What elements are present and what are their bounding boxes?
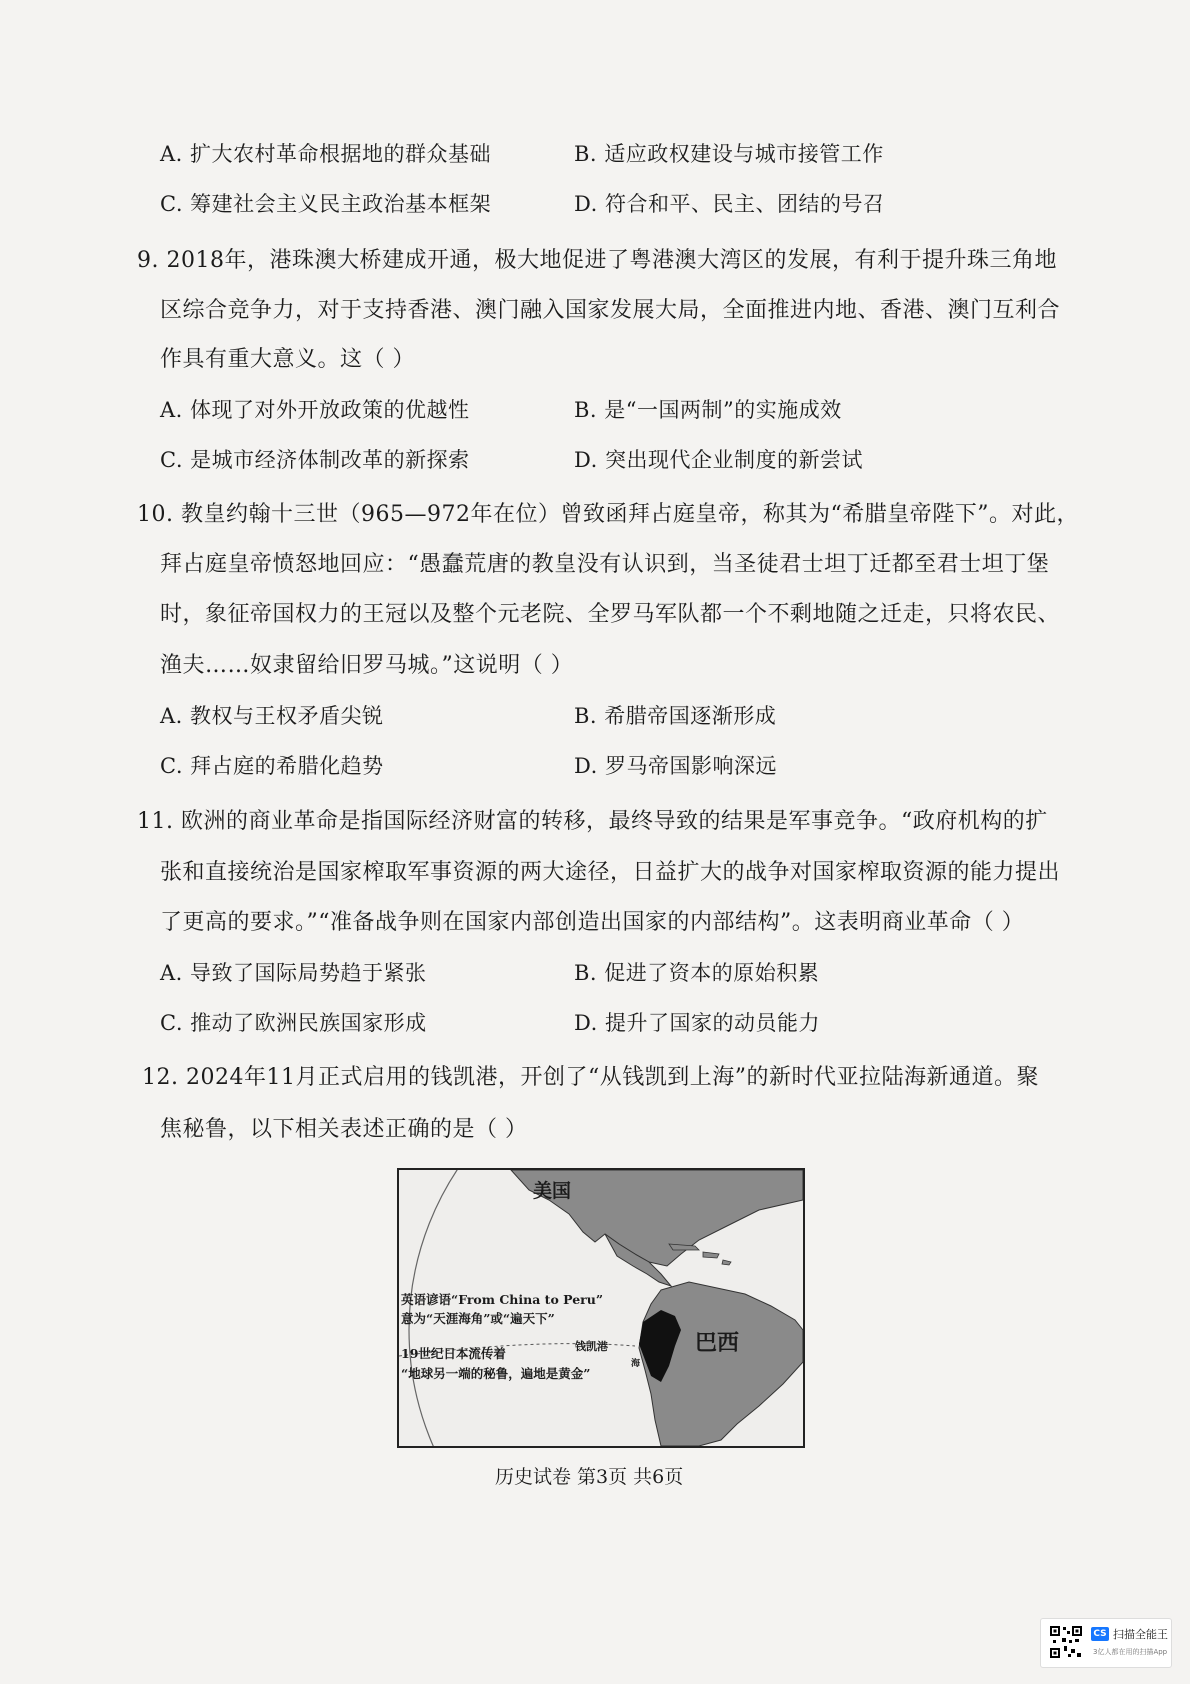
q11-stem-line-2: 张和直接统治是国家榨取军事资源的两大途径，日益扩大的战争对国家榨取资源的能力提出: [160, 860, 1061, 885]
q9-stem-line-2: 区综合竞争力，对于支持香港、澳门融入国家发展大局，全面推进内地、香港、澳门互利合: [160, 298, 1061, 323]
q12-stem-line-2: 焦秘鲁，以下相关表述正确的是（ ）: [160, 1117, 528, 1142]
q12-stem-line-1: 12. 2024年11月正式启用的钱凯港，开创了“从钱凯到上海”的新时代亚拉陆海新通道。聚: [142, 1065, 1039, 1090]
q10-option-a: A. 教权与王权矛盾尖锐: [160, 704, 384, 728]
caption-proverb-line-2: 意为“天涯海角”或“遍天下”: [401, 1311, 555, 1326]
q10-stem-line-1: 10. 教皇约翰十三世（965—972年在位）曾致函拜占庭皇帝，称其为“希腊皇帝陛下”。对此，: [137, 502, 1079, 527]
q8-option-a: A. 扩大农村革命根据地的群众基础: [160, 142, 492, 166]
q10-option-d: D. 罗马帝国影响深远: [574, 754, 777, 778]
q11-option-c: C. 推动了欧洲民族国家形成: [160, 1011, 427, 1035]
q11-option-b: B. 促进了资本的原始积累: [574, 961, 820, 985]
q9-option-d: D. 突出现代企业制度的新尝试: [574, 448, 863, 472]
q9-option-b: B. 是“一国两制”的实施成效: [574, 398, 842, 422]
map-caption-proverb: [401, 1290, 603, 1328]
map-caption-japan: [401, 1344, 590, 1384]
q11-option-d: D. 提升了国家的动员能力: [574, 1011, 820, 1035]
q9-stem-line-3: 作具有重大意义。这（ ）: [160, 347, 415, 372]
q10-stem-line-3: 时，象征帝国权力的王冠以及整个元老院、全罗马军队都一个不剩地随之迁走，只将农民、: [160, 602, 1061, 627]
q11-stem-line-1: 11. 欧洲的商业革命是指国际经济财富的转移，最终导致的结果是军事竞争。“政府机构的扩: [137, 809, 1048, 834]
q8-option-d: D. 符合和平、民主、团结的号召: [574, 192, 885, 216]
camscanner-logo-icon: CS: [1091, 1627, 1109, 1641]
americas-map-figure: [397, 1168, 805, 1448]
q9-option-c: C. 是城市经济体制改革的新探索: [160, 448, 470, 472]
q10-option-c: C. 拜占庭的希腊化趋势: [160, 754, 384, 778]
scanner-app-badge: [1040, 1618, 1172, 1668]
q8-option-b: B. 适应政权建设与城市接管工作: [574, 142, 884, 166]
map-label-chancay-port: 钱凯港: [575, 1340, 608, 1353]
map-label-sea: 海: [631, 1359, 641, 1369]
caption-japan-line-2: “地球另一端的秘鲁，遍地是黄金”: [401, 1366, 591, 1381]
q8-option-c: C. 筹建社会主义民主政治基本框架: [160, 192, 492, 216]
map-label-usa: 美国: [533, 1180, 572, 1202]
caption-japan-line-1: 19世纪日本流传着: [401, 1346, 506, 1361]
q10-stem-line-2: 拜占庭皇帝愤怒地回应：“愚蠢荒唐的教皇没有认识到，当圣徒君士坦丁迁都至君士坦丁堡: [160, 552, 1050, 577]
qr-code-icon: [1049, 1625, 1083, 1659]
q9-option-a: A. 体现了对外开放政策的优越性: [160, 398, 470, 422]
q9-stem-line-1: 9. 2018年，港珠澳大桥建成开通，极大地促进了粤港澳大湾区的发展，有利于提升珠三角地: [137, 248, 1057, 273]
caption-proverb-line-1: 英语谚语“From China to Peru”: [401, 1292, 604, 1307]
q10-stem-line-4: 渔夫……奴隶留给旧罗马城。”这说明（ ）: [160, 653, 574, 678]
map-label-brazil: 巴西: [695, 1330, 740, 1356]
scanner-app-tagline: 3亿人都在用的扫描App: [1093, 1648, 1168, 1656]
q11-stem-line-3: 了更高的要求。”“准备战争则在国家内部创造出国家的内部结构”。这表明商业革命（ ）: [160, 910, 1025, 935]
q11-option-a: A. 导致了国际局势趋于紧张: [160, 961, 427, 985]
scanner-app-name: 扫描全能王: [1113, 1628, 1168, 1641]
q10-option-b: B. 希腊帝国逐渐形成: [574, 704, 777, 728]
page-footer: 历史试卷 第3页 共6页: [495, 1466, 684, 1488]
